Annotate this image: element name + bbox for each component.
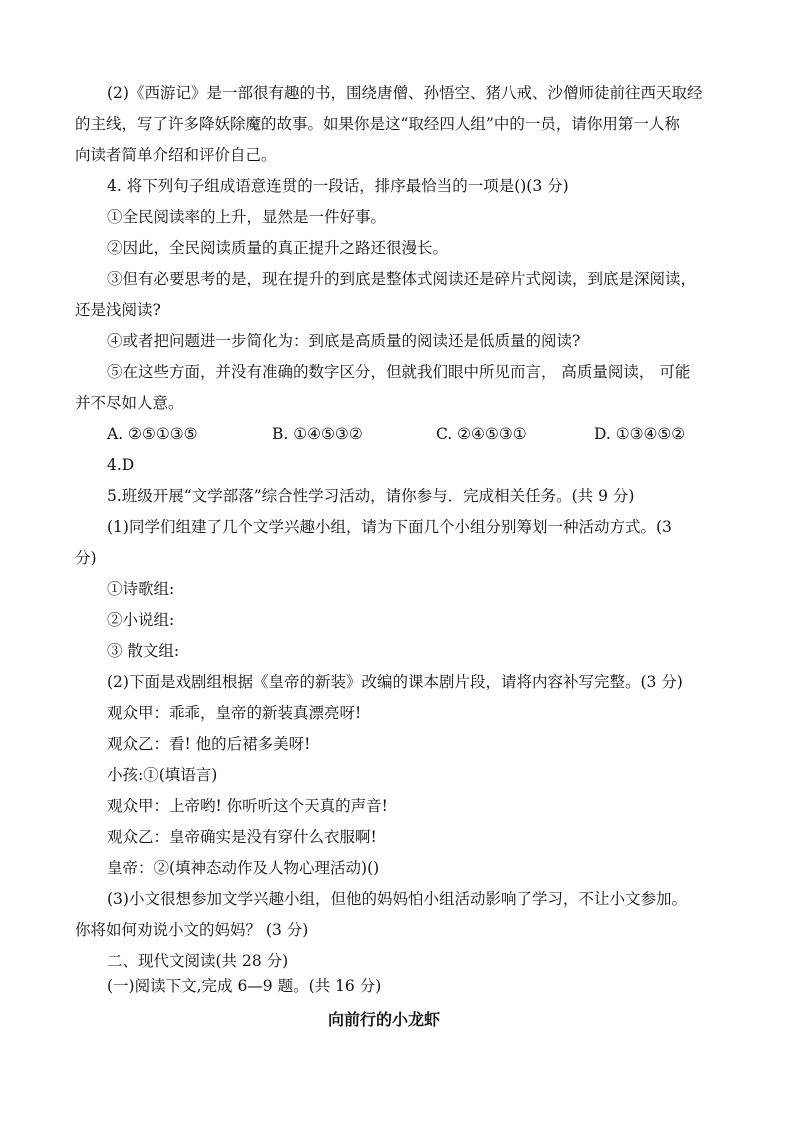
q4-answer: 4.D [107, 456, 135, 474]
q4-sentence-3a: ③但有必要思考的是，现在提升的到底是整体式阅读还是碎片式阅读，到底是深阅读， [107, 270, 697, 288]
q5-dialogue-3: 小孩:①(填语言) [107, 766, 218, 784]
q5-dialogue-6: 皇帝：②(填神态动作及人物心理活动)() [107, 859, 380, 877]
q4-option-b: B. ①④⑤③② [272, 425, 363, 443]
q4-sentence-4: ④或者把问题进一步简化为：到底是高质量的阅读还是低质量的阅读? [107, 332, 581, 350]
q4-sentence-5a: ⑤在这些方面，并没有准确的数字区分，但就我们眼中所见而言， 高质量阅读， 可能 [107, 363, 691, 381]
q4-option-d: D. ①③④⑤② [594, 425, 686, 443]
q5-part2: (2)下面是戏剧组根据《皇帝的新装》改编的课本剧片段，请将内容补写完整。(3 分) [107, 673, 683, 691]
article-title: 向前行的小龙虾 [328, 1010, 441, 1029]
q2-2-line-1: (2)《西游记》是一部很有趣的书，围绕唐僧、孙悟空、猪八戒、沙僧师徒前往西天取经 [107, 84, 703, 102]
q5-group-prose: ③ 散文组: [107, 642, 180, 660]
q5-part3-b: 你将如何劝说小文的妈妈？ (3 分) [75, 921, 309, 939]
q5-group-novel: ②小说组: [107, 611, 175, 629]
q2-2-line-2: 的主线，写了许多降妖除魔的故事。如果你是这“取经四人组”中的一员，请你用第一人称 [75, 115, 680, 133]
q4-sentence-5b: 并不尽如人意。 [75, 394, 184, 412]
q4-sentence-1: ①全民阅读率的上升，显然是一件好事。 [107, 208, 387, 226]
q4-stem: 4. 将下列句子组成语意连贯的一段话，排序最恰当的一项是()(3 分) [107, 177, 569, 195]
q5-part1-a: (1)同学们组建了几个文学兴趣小组，请为下面几个小组分别筹划一种活动方式。(3 [107, 518, 672, 536]
q5-dialogue-4: 观众甲：上帝哟! 你听听这个天真的声音! [107, 797, 388, 815]
section2-heading: 二、现代文阅读(共 28 分) [107, 952, 289, 970]
q5-part3-a: (3)小文很想参加文学兴趣小组，但他的妈妈怕小组活动影响了学习，不让小文参加。 [107, 890, 687, 908]
q5-group-poetry: ①诗歌组: [107, 580, 175, 598]
q5-dialogue-2: 观众乙：看! 他的后裙多美呀! [107, 735, 311, 753]
section2-subheading: (一)阅读下文,完成 6—9 题。(共 16 分) [107, 977, 382, 995]
q2-2-line-3: 向读者简单介绍和评价自己。 [75, 146, 277, 164]
q5-stem: 5.班级开展“文学部落”综合性学习活动，请你参与．完成相关任务。(共 9 分) [107, 487, 635, 505]
q5-dialogue-5: 观众乙：皇帝确实是没有穿什么衣服啊! [107, 828, 377, 846]
q5-part1-b: 分) [75, 549, 97, 567]
q4-sentence-2: ②因此，全民阅读质量的真正提升之路还很漫长。 [107, 239, 449, 257]
q4-sentence-3b: 还是浅阅读? [75, 301, 161, 319]
q4-option-a: A. ②⑤①③⑤ [107, 425, 198, 443]
q4-option-c: C. ②④⑤③① [436, 425, 527, 443]
q5-dialogue-1: 观众甲：乖乖，皇帝的新装真漂亮呀! [107, 704, 362, 722]
